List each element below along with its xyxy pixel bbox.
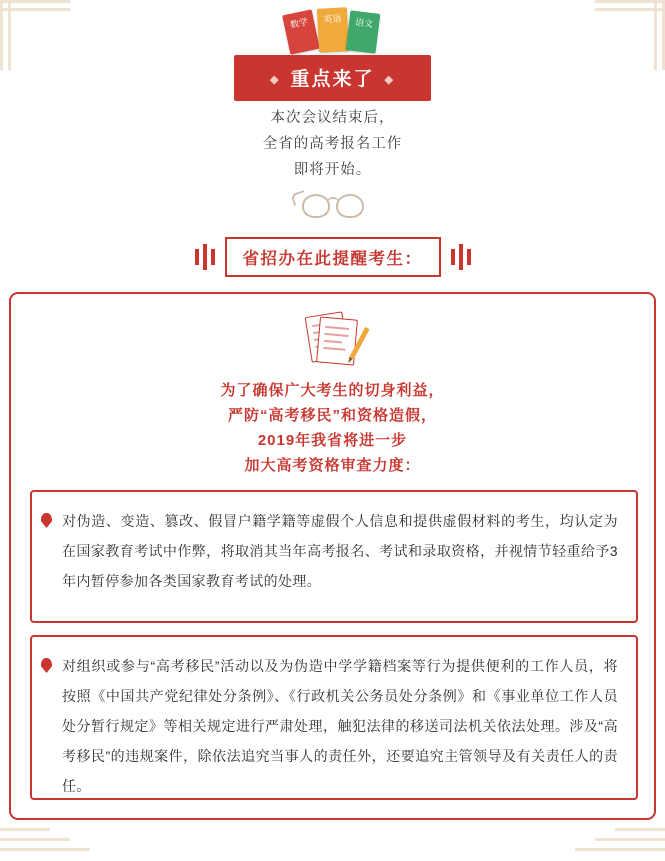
notice-banner-container bbox=[0, 237, 665, 277]
paragraph-card-2 bbox=[30, 635, 638, 800]
main-content-box bbox=[9, 292, 656, 820]
document-pencil-icon bbox=[302, 312, 364, 374]
paragraph-1-text: 对伪造、变造、篡改、假冒户籍学籍等虚假个人信息和提供虚假材料的考生，均认定为在国家教育考试中作弊，将取消其当年高考报名、考试和录取资格，并视情节轻重给予3年内暂停参加各类国家教育考试的处理。 bbox=[62, 513, 618, 589]
book-red-icon: 数学 bbox=[282, 9, 320, 54]
red-heading-line-1: 为了确保广大考生的切身利益， bbox=[220, 382, 445, 399]
page-title-text: 重点来了 bbox=[290, 69, 375, 90]
red-heading-line-2: 严防“高考移民”和资格造假， bbox=[227, 407, 437, 424]
diamond-right-icon: ◆ bbox=[384, 74, 395, 87]
glasses-illustration bbox=[0, 188, 665, 224]
page-title bbox=[234, 55, 431, 101]
red-heading-line-3: 2019年我省将进一步 bbox=[257, 432, 408, 449]
diamond-left-icon: ◆ bbox=[270, 74, 281, 87]
title-pill-container bbox=[0, 55, 665, 101]
intro-text-block bbox=[0, 105, 665, 183]
intro-line-2: 全省的高考报名工作 bbox=[262, 136, 403, 152]
paragraph-card-1 bbox=[30, 490, 638, 623]
notice-banner-text: 省招办在此提醒考生： bbox=[225, 237, 441, 277]
glasses-lens-right bbox=[336, 194, 364, 218]
red-heading-block bbox=[11, 378, 654, 478]
paragraph-2-text: 对组织或参与“高考移民”活动以及为伪造中学学籍档案等行为提供便利的工作人员，将按照《中国共产党纪律处分条例》、《行政机关公务员处分条例》和《事业单位工作人员处分暂行规定》等相关规定进行严肃处理，触犯法律的移送司法机关依法处理。涉及“高考移民”的违规案件，除依法追究当事人的责任外，还要追究主管领导及有关责任人的责任。 bbox=[62, 658, 618, 794]
glasses-icon bbox=[296, 188, 370, 218]
bullet-marker-icon bbox=[41, 513, 52, 528]
bullet-marker-icon bbox=[41, 658, 52, 673]
document-illustration bbox=[11, 312, 654, 378]
books-illustration bbox=[0, 6, 665, 58]
banner-bars-right bbox=[449, 242, 473, 272]
intro-line-1: 本次会议结束后， bbox=[270, 110, 395, 126]
intro-line-3: 即将开始。 bbox=[293, 162, 372, 178]
red-heading-line-4: 加大高考资格审查力度： bbox=[244, 457, 421, 474]
book-orange-icon: 英语 bbox=[316, 7, 348, 53]
glasses-lens-left bbox=[302, 194, 330, 218]
banner-bars-left bbox=[193, 242, 217, 272]
book-green-icon: 语文 bbox=[345, 10, 380, 53]
